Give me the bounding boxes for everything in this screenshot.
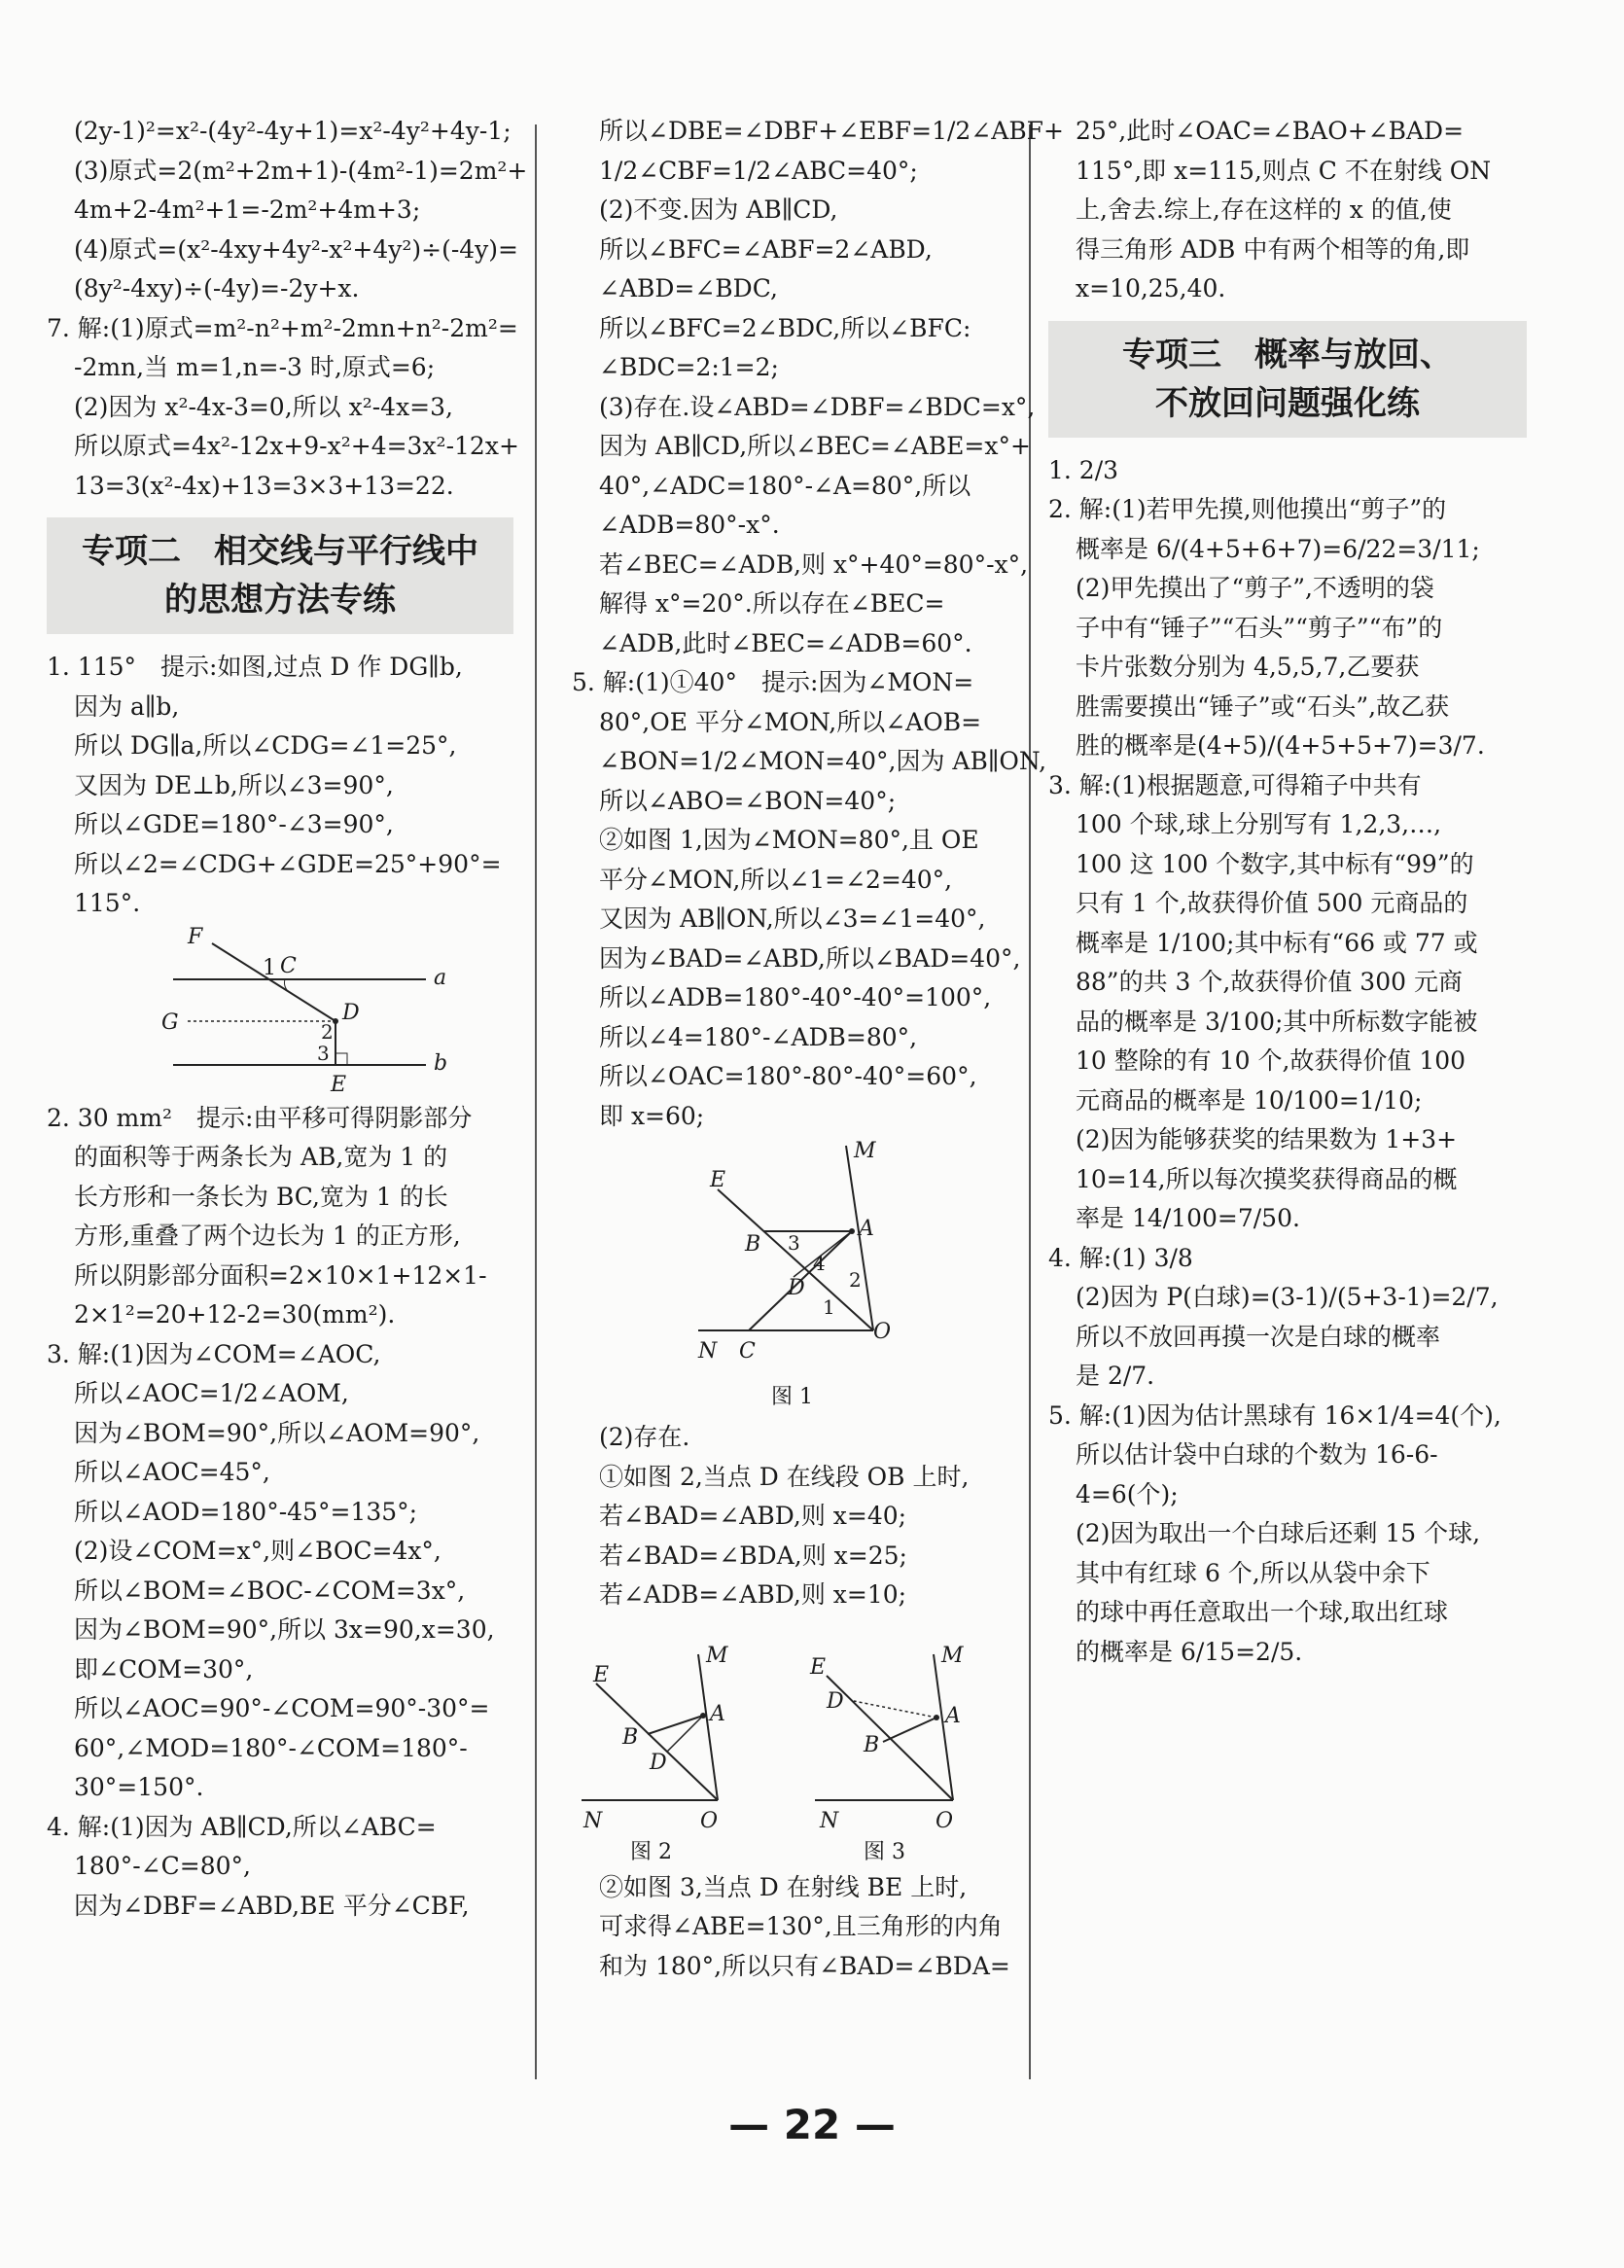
text-line: 25°,此时∠OAC=∠BAO+∠BAD= [1076,117,1465,145]
text-line: 平分∠MON,所以∠1=∠2=40°, [599,865,953,894]
text-line: 是 2/7. [1076,1362,1155,1390]
text-line: (8y²-4xy)÷(-4y)=-2y+x. [74,274,360,302]
fig-label: 4 [813,1252,826,1275]
text-line: 1. 115° 提示:如图,过点 D 作 DG∥b, [47,653,463,681]
fig-label: O [936,1808,954,1833]
text-line: 所以∠BFC=∠ABF=2∠ABD, [599,234,933,264]
text-line: ∠ABD=∠BDC, [599,274,778,302]
text-line: -2mn,当 m=1,n=-3 时,原式=6; [74,353,436,381]
text-line: 即 x=60; [599,1101,705,1130]
figures-2-3 [572,1615,1034,1868]
fig-label: M [706,1643,728,1668]
fig-label: E [331,1072,347,1097]
text-line: 胜需要摸出“锤子”或“石头”,故乙获 [1076,691,1450,721]
text-line: 所以∠OAC=180°-80°-40°=60°, [599,1062,977,1090]
fig-label: C [280,953,297,978]
page-number: — 22 — [728,2101,896,2148]
text-line: 因为∠BOM=90°,所以 3x=90,x=30, [74,1615,495,1644]
text-line: 所以∠DBE=∠DBF+∠EBF=1/2∠ABF+ [599,117,1064,145]
fig-label: B [864,1732,880,1757]
figure-caption: 图 3 [864,1839,905,1864]
text-line: 因为∠DBF=∠ABD,BE 平分∠CBF, [74,1891,470,1920]
text-line: 若∠BAD=∠BDA,则 x=25; [599,1541,907,1570]
text-line: 概率是 6/(4+5+6+7)=6/22=3/11; [1076,534,1480,563]
text-line: 其中有红球 6 个,所以从袋中余下 [1076,1558,1430,1587]
text-line: 所以不放回再摸一次是白球的概率 [1076,1322,1441,1351]
text-line: 子中有“锤子”“石头”“剪子”“布”的 [1076,613,1443,642]
answer-block-probability [1048,451,1527,1673]
fig-label: A [859,1217,874,1241]
text-line: ②如图 1,因为∠MON=80°,且 OE [599,826,979,854]
fig-label: D [650,1750,667,1775]
text-line: (4)原式=(x²-4xy+4y²-x²+4y²)÷(-4y)= [74,234,519,264]
fig-label: A [710,1701,725,1726]
text-line: 1. 2/3 [1048,455,1119,484]
column-middle [572,112,1064,1986]
fig-label: 1 [823,1295,835,1319]
text-line: 2. 30 mm² 提示:由平移可得阴影部分 [47,1103,473,1132]
fig-label: N [820,1808,839,1833]
text-line: 胜的概率是(4+5)/(4+5+5+7)=3/7. [1076,731,1485,760]
text-line: 的面积等于两条长为 AB,宽为 1 的 [74,1143,448,1171]
text-line: 180°-∠C=80°, [74,1852,251,1880]
text-line: 因为∠BOM=90°,所以∠AOM=90°, [74,1418,480,1447]
text-line: 所以∠AOC=90°-∠COM=90°-30°= [74,1694,490,1722]
text-line: 的球中再任意取出一个球,取出红球 [1076,1598,1448,1626]
text-line: 2×1²=20+12-2=30(mm²). [74,1300,396,1329]
fig-label: M [941,1643,964,1668]
text-line: 13=3(x²-4x)+13=3×3+13=22. [74,471,454,500]
text-line: ∠BON=1/2∠MON=40°,因为 AB∥ON, [599,747,1047,775]
fig-label: 2 [321,1019,334,1044]
text-line: (2)因为 P(白球)=(3-1)/(5+3-1)=2/7, [1076,1283,1499,1311]
text-line: 和为 180°,所以只有∠BAD=∠BDA= [599,1951,1010,1980]
figure-caption: 图 2 [630,1839,672,1864]
fig-label: N [583,1808,603,1833]
text-line: (3)存在.设∠ABD=∠DBF=∠BDC=x°, [599,392,1036,421]
text-line: 卡片张数分别为 4,5,5,7,乙要获 [1076,653,1420,681]
text-line: 若∠BAD=∠ABD,则 x=40; [599,1502,907,1530]
fig-label: b [434,1050,448,1076]
section-heading-3 [1048,321,1527,438]
text-line: 所以∠BOM=∠BOC-∠COM=3x°, [74,1576,466,1605]
column-left [47,112,528,1926]
text-line: (2)因为取出一个白球后还剩 15 个球, [1076,1519,1481,1547]
fig-label: D [342,1000,360,1025]
text-line: 品的概率是 3/100;其中所标数字能被 [1076,1007,1478,1036]
fig-label: B [745,1232,761,1257]
text-line: 所以∠GDE=180°-∠3=90°, [74,810,394,838]
text-line: ∠ADB=80°-x°. [599,511,780,539]
text-line: 长方形和一条长为 BC,宽为 1 的长 [74,1182,448,1211]
fig-label: D [827,1688,844,1714]
text-line: 的概率是 6/15=2/5. [1076,1637,1303,1666]
text-line: 又因为 AB∥ON,所以∠3=∠1=40°, [599,904,986,933]
parallel-lines-figure [47,924,513,1099]
fig-label: O [700,1808,719,1833]
fig-label: O [873,1320,892,1344]
text-line: 元商品的概率是 10/100=1/10; [1076,1085,1423,1115]
fig-label: 3 [788,1231,800,1255]
fig-label: 2 [849,1268,862,1292]
fig-label: E [810,1654,827,1680]
fig-label: F [188,924,203,949]
fig-label: E [710,1168,726,1192]
text-line: 7. 解:(1)原式=m²-n²+m²-2mn+n²-2m²= [47,313,518,342]
text-line: 1/2∠CBF=1/2∠ABC=40°; [599,156,918,185]
text-line: 所以∠ABO=∠BON=40°; [599,786,897,815]
text-line: 概率是 1/100;其中标有“66 或 77 或 [1076,928,1478,957]
text-line: 115°,即 x=115,则点 C 不在射线 ON [1076,156,1492,185]
text-line: 3. 解:(1)根据题意,可得箱子中共有 [1048,770,1422,799]
text-line: 只有 1 个,故获得价值 500 元商品的 [1076,889,1468,917]
figure-1 [572,1136,1034,1418]
text-line: 可求得∠ABE=130°,且三角形的内角 [599,1912,1003,1940]
text-line: 得三角形 ADB 中有两个相等的角,即 [1076,234,1470,264]
section-heading-2 [47,517,513,634]
fig-label: N [698,1339,718,1364]
text-line: 所以∠AOC=1/2∠AOM, [74,1379,349,1407]
text-line: 所以∠2=∠CDG+∠GDE=25°+90°= [74,849,502,878]
text-line: 所以∠BFC=2∠BDC,所以∠BFC: [599,313,971,342]
text-line: ①如图 2,当点 D 在线段 OB 上时, [599,1462,970,1491]
text-line: 上,舍去.综上,存在这样的 x 的值,使 [1076,195,1452,224]
text-line: ∠ADB,此时∠BEC=∠ADB=60°. [599,628,972,657]
text-line: 即∠COM=30°, [74,1654,254,1683]
text-line: 4m+2-4m²+1=-2m²+4m+3; [74,195,421,224]
text-line: 10=14,所以每次摸奖获得商品的概 [1076,1164,1458,1193]
answer-block-1 [47,648,513,924]
text-line: 2. 解:(1)若甲先摸,则他摸出“剪子”的 [1048,495,1447,523]
answer-block-5-end [1048,112,1527,309]
column-right [1048,112,1527,1672]
text-line: (2)因为 x²-4x-3=0,所以 x²-4x=3, [74,392,453,421]
answer-block-2-4 [47,1099,513,1927]
text-line: 3. 解:(1)因为∠COM=∠AOC, [47,1339,381,1368]
heading-line: 的思想方法专练 [164,581,396,620]
text-line: 100 这 100 个数字,其中标有“99”的 [1076,849,1474,878]
text-line: 所以阴影部分面积=2×10×1+12×1- [74,1260,487,1290]
text-line: (2)甲先摸出了“剪子”,不透明的袋 [1076,574,1434,602]
text-line: 4=6(个); [1076,1479,1179,1508]
text-line: 因为∠BAD=∠ABD,所以∠BAD=40°, [599,943,1021,973]
text-line: 4. 解:(1)因为 AB∥CD,所以∠ABC= [47,1812,437,1841]
heading-line: 专项二 相交线与平行线中 [82,532,478,571]
text-line: 30°=150°. [74,1773,204,1801]
fig-label: 3 [317,1041,330,1065]
heading-line: 专项三 概率与放回、 [1122,335,1453,374]
text-line: 所以原式=4x²-12x+9-x²+4=3x²-12x+ [74,432,519,460]
answer-block-4-5 [572,112,1064,1136]
text-line: 10 整除的有 10 个,故获得价值 100 [1076,1046,1466,1075]
text-line: 所以∠AOC=45°, [74,1458,270,1486]
column-divider-left [535,124,537,2079]
text-line: ②如图 3,当点 D 在射线 BE 上时, [599,1872,968,1901]
text-line: (2)设∠COM=x°,则∠BOC=4x°, [74,1537,441,1565]
fig-label: 1 [263,955,276,980]
fig-label: D [788,1276,805,1300]
text-line: 5. 解:(1)因为估计黑球有 16×1/4=4(个), [1048,1400,1501,1430]
text-line: ∠BDC=2:1=2; [599,353,779,381]
text-line: 因为 AB∥CD,所以∠BEC=∠ABE=x°+ [599,432,1031,460]
fig-label: G [161,1010,179,1035]
text-line: (2)因为能够获奖的结果数为 1+3+ [1076,1125,1458,1153]
text-line: 所以 DG∥a,所以∠CDG=∠1=25°, [74,731,457,760]
fig-label: C [739,1339,756,1364]
text-line: 115°. [74,889,141,917]
fig-label: B [622,1724,639,1750]
text-line: 所以∠4=180°-∠ADB=80°, [599,1022,918,1051]
answer-block-5-2 [572,1418,1034,1615]
text-line: (2)不变.因为 AB∥CD, [599,195,838,224]
text-line: 60°,∠MOD=180°-∠COM=180°- [74,1733,468,1762]
text-line: 80°,OE 平分∠MON,所以∠AOB= [599,707,982,736]
text-line: 40°,∠ADC=180°-∠A=80°,所以 [599,471,971,500]
text-line: 4. 解:(1) 3/8 [1048,1243,1193,1272]
text-line: 若∠BEC=∠ADB,则 x°+40°=80°-x°, [599,549,1029,579]
text-line: 88”的共 3 个,故获得价值 300 元商 [1076,968,1463,996]
heading-line: 不放回问题强化练 [1155,383,1420,423]
text-line: 率是 14/100=7/50. [1076,1204,1300,1232]
fig-label: A [945,1703,961,1728]
text-line: 100 个球,球上分别写有 1,2,3,…, [1076,810,1442,838]
fig-label: a [434,965,447,990]
fig-label: E [593,1662,610,1687]
text-line: 所以估计袋中白球的个数为 16-6- [1076,1440,1438,1469]
text-line: (2)存在. [599,1423,690,1451]
text-line: 所以∠AOD=180°-45°=135°; [74,1497,418,1526]
text-line: 又因为 DE⊥b,所以∠3=90°, [74,770,394,799]
text-line: 因为 a∥b, [74,691,180,721]
text-line: 5. 解:(1)①40° 提示:因为∠MON= [572,668,974,696]
text-line: 若∠ADB=∠ABD,则 x=10; [599,1580,907,1609]
figure-caption: 图 1 [771,1385,813,1409]
text-line: 解得 x°=20°.所以存在∠BEC= [599,589,945,618]
text-line: x=10,25,40. [1076,274,1226,302]
text-line: (3)原式=2(m²+2m+1)-(4m²-1)=2m²+ [74,156,528,185]
fig-label: M [854,1139,876,1163]
text-line: 方形,重叠了两个边长为 1 的正方形, [74,1222,461,1250]
answer-block-5-3 [572,1868,1034,1987]
text-line: 所以∠ADB=180°-40°-40°=100°, [599,983,992,1011]
text-line: (2y-1)²=x²-(4y²-4y+1)=x²-4y²+4y-1; [74,117,512,145]
answer-block-6-7 [47,112,528,506]
